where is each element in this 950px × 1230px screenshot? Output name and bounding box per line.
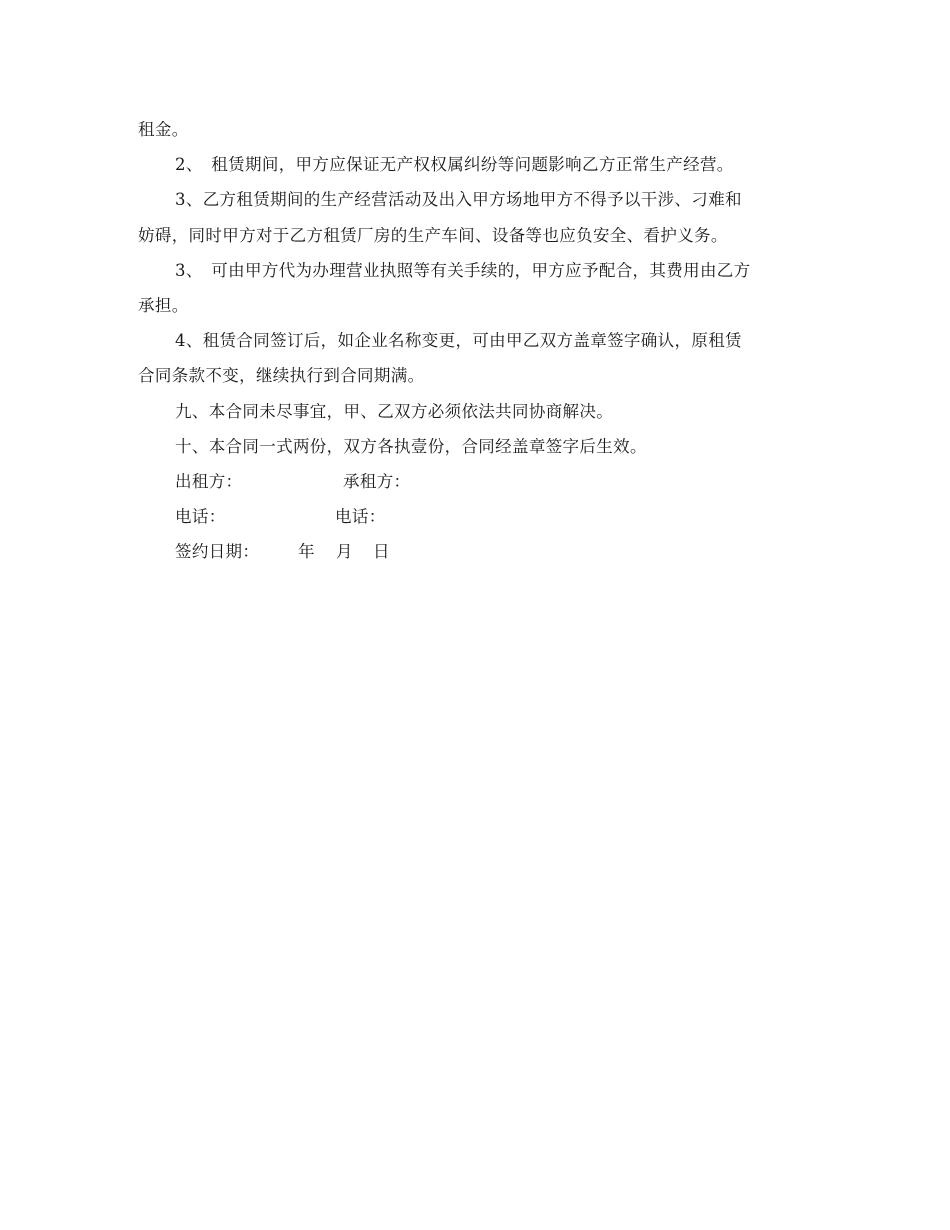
lessee-label: 承租方： <box>343 471 411 491</box>
paragraph-line: 九、本合同未尽事宜，甲、乙双方必须依法共同协商解决。 <box>175 401 614 421</box>
lessor-phone-label: 电话： <box>175 507 226 527</box>
paragraph-line: 十、本合同一式两份，双方各执壹份，合同经盖章签字后生效。 <box>175 436 647 456</box>
sign-date-label: 签约日期： <box>175 542 260 562</box>
lessor-label: 出租方： <box>175 471 243 491</box>
paragraph-line: 妨碍，同时甲方对于乙方租赁厂房的生产车间、设备等也应负安全、看护义务。 <box>138 225 728 245</box>
month-label: 月 <box>336 542 353 562</box>
document-page <box>138 112 818 569</box>
paragraph-line: 3、 可由甲方代为办理营业执照等有关手续的，甲方应予配合，其费用由乙方 <box>175 260 751 280</box>
paragraph-line: 3、乙方租赁期间的生产经营活动及出入甲方场地甲方不得予以干涉、刁难和 <box>175 190 742 210</box>
signature-block <box>138 464 818 570</box>
party-row <box>138 464 818 499</box>
paragraph-line: 4、租赁合同签订后，如企业名称变更，可由甲乙双方盖章签字确认，原租赁 <box>175 331 742 351</box>
date-row <box>138 534 818 569</box>
year-label: 年 <box>298 542 315 562</box>
day-label: 日 <box>373 542 390 562</box>
lessee-phone-label: 电话： <box>335 507 386 527</box>
phone-row <box>138 499 818 534</box>
paragraph-line: 租金。 <box>138 120 189 139</box>
contract-body <box>138 112 818 464</box>
paragraph-line: 2、 租赁期间，甲方应保证无产权权属纠纷等问题影响乙方正常生产经营。 <box>175 155 734 175</box>
paragraph-line: 承担。 <box>138 295 189 315</box>
paragraph-line: 合同条款不变，继续执行到合同期满。 <box>138 366 425 386</box>
